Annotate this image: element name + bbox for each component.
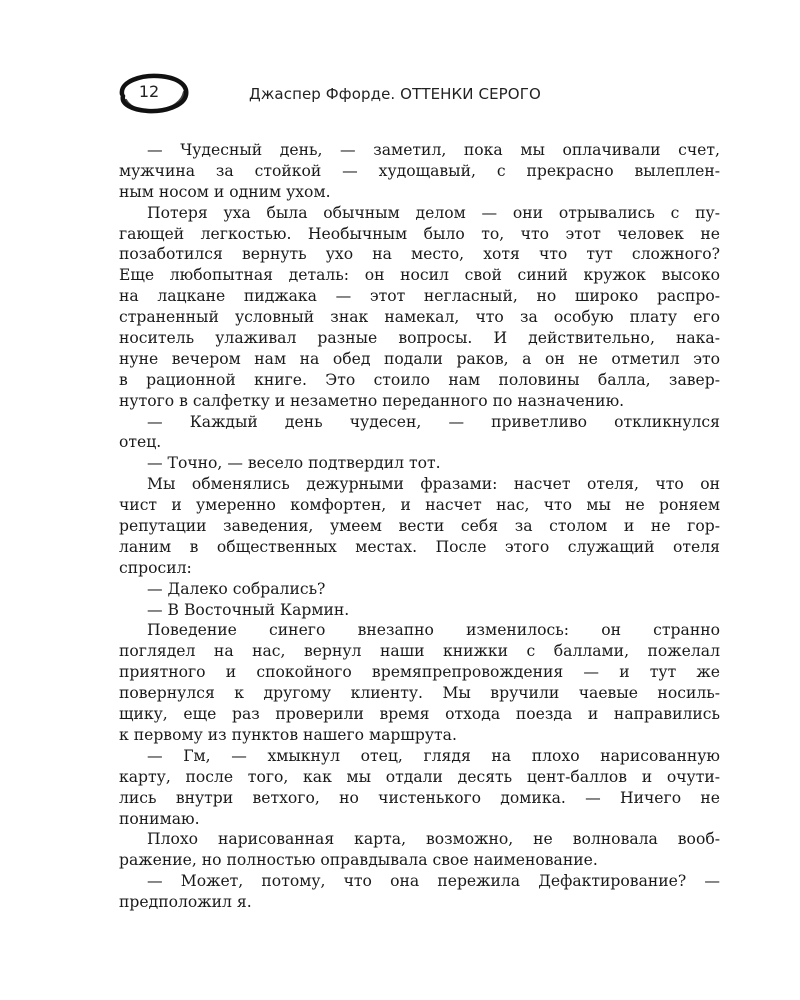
text-line: — Чудесный день, — заметил, пока мы оплачивали счет, [147,141,720,159]
body-text [119,140,720,913]
text-line: поглядел на нас, вернул наши книжки с баллами, пожелал [119,642,720,661]
text-line: — Может, потому, что она пережила Дефактирование? — [147,872,720,891]
text-line: — Каждый день чудесен, — приветливо откликнулся [147,412,720,431]
text-line: отец. [119,433,162,452]
text-line: нутого в салфетку и незаметно переданного по назначению. [119,391,625,410]
text-line: понимаю. [119,809,200,828]
text-line: к первому из пунктов нашего маршрута. [119,725,457,744]
text-line: позаботился вернуть ухо на место, хотя что тут сложного? [119,245,720,264]
text-line: репутации заведения, умеем вести себя за столом и не гор- [119,517,720,536]
text-line: — Точно, — весело подтвердил тот. [147,454,441,473]
text-line: носитель улаживал разные вопросы. И действительно, нака- [119,329,720,348]
text-line: Потеря уха была обычным делом — они отрывались с пу- [147,203,720,222]
text-line: ным носом и одним ухом. [119,182,331,201]
text-line: — В Восточный Кармин. [147,600,350,619]
text-line: ланим в общественных местах. После этого служащий отеля [119,537,720,556]
text-line: Еще любопытная деталь: он носил свой синий кружок высоко [119,266,720,285]
text-line: щику, еще раз проверили время отхода поезда и направились [119,705,720,724]
page-number-badge [112,72,190,114]
text-line: спросил: [119,558,192,577]
page-header [112,72,722,116]
text-line: — Гм, — хмыкнул отец, глядя на плохо нарисованную [147,746,720,765]
text-line: предположил я. [119,893,252,912]
text-line: чист и умеренно комфортен, и насчет нас, что мы не роняем [119,496,720,515]
text-line: — Далеко собрались? [147,579,326,598]
text-line: приятного и спокойного времяпрепровождения — и тут же [119,663,720,682]
text-line: мужчина за стойкой — худощавый, с прекрасно вылеплен- [119,161,720,180]
text-line: гающей легкостью. Необычным было то, что этот человек не [119,224,720,243]
page-number: 12 [138,82,160,101]
text-line: в рационной книге. Это стоило нам половины балла, завер- [119,370,720,389]
text-line: карту, после того, как мы отдали десять цент-баллов и очути- [119,767,720,786]
text-line: страненный условный знак намекал, что за особую плату его [119,308,720,327]
text-line: повернулся к другому клиенту. Мы вручили чаевые носиль- [119,684,720,703]
text-line: нуне вечером нам на обед подали раков, а он не отметил это [119,349,720,368]
text-line: лись внутри ветхого, но чистенького домика. — Ничего не [119,788,720,807]
text-line: Поведение синего внезапно изменилось: он странно [147,621,720,640]
text-line: Мы обменялись дежурными фразами: насчет отеля, что он [147,475,720,494]
text-line: Плохо нарисованная карта, возможно, не волновала вооб- [147,830,720,849]
text-line: на лацкане пиджака — этот негласный, но широко распро- [119,287,720,306]
running-head: Джаспер Ффорде. ОТТЕНКИ СЕРОГО [249,85,541,103]
text-line: ражение, но полностью оправдывала свое наименование. [119,851,598,870]
